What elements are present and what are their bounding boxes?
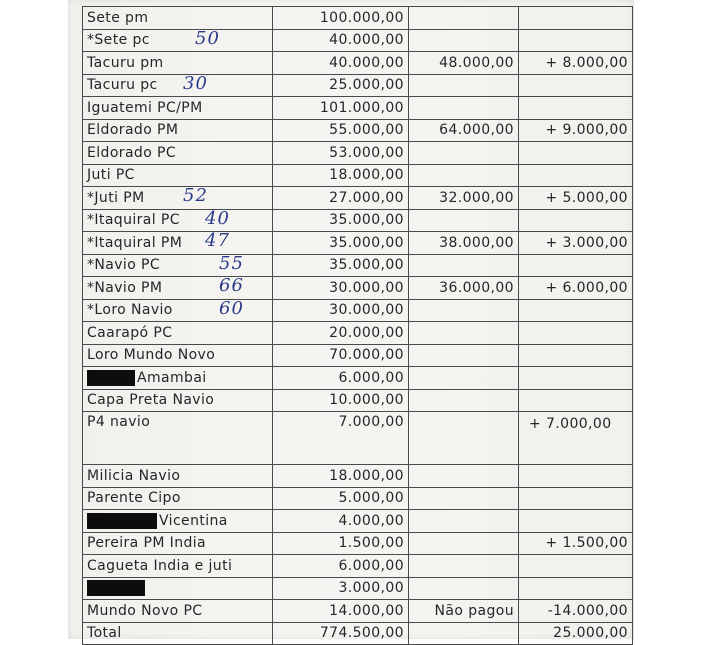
row-name: *Juti PM <box>87 189 145 206</box>
row-paid: 36.000,00 <box>409 277 519 300</box>
row-name-cell <box>83 510 273 533</box>
row-value: 55.000,00 <box>273 119 409 142</box>
row-value: 20.000,00 <box>273 322 409 345</box>
redaction-block <box>87 513 157 529</box>
row-difference: + 7.000,00 <box>519 412 633 465</box>
row-difference: + 5.000,00 <box>519 187 633 210</box>
row-name: Capa Preta Navio <box>87 392 215 409</box>
row-difference <box>519 97 633 120</box>
table-row <box>83 7 633 30</box>
row-difference: + 8.000,00 <box>519 52 633 75</box>
row-name-cell <box>83 119 273 142</box>
row-name: Mundo Novo PC <box>87 602 203 619</box>
row-difference <box>519 7 633 30</box>
row-value: 70.000,00 <box>273 344 409 367</box>
row-paid <box>409 7 519 30</box>
row-name-cell <box>83 412 273 465</box>
table-row <box>83 389 633 412</box>
row-value: 40.000,00 <box>273 29 409 52</box>
row-name-cell <box>83 322 273 345</box>
row-difference: -14.000,00 <box>519 600 633 623</box>
row-value: 53.000,00 <box>273 142 409 165</box>
row-difference <box>519 510 633 533</box>
table-row <box>83 29 633 52</box>
row-value: 30.000,00 <box>273 299 409 322</box>
row-difference <box>519 465 633 488</box>
row-difference: + 6.000,00 <box>519 277 633 300</box>
table-row <box>83 622 633 645</box>
row-difference <box>519 389 633 412</box>
row-name: Pereira PM India <box>87 535 207 552</box>
table-row <box>83 412 633 465</box>
row-paid <box>409 29 519 52</box>
row-difference: + 9.000,00 <box>519 119 633 142</box>
row-difference: + 1.500,00 <box>519 532 633 555</box>
row-name-cell <box>83 164 273 187</box>
row-name-cell <box>83 299 273 322</box>
table-row <box>83 555 633 578</box>
row-name: Total <box>87 625 122 642</box>
row-name-cell <box>83 7 273 30</box>
table-row <box>83 164 633 187</box>
row-name: *Loro Navio <box>87 302 173 319</box>
row-name-cell <box>83 555 273 578</box>
row-name-cell <box>83 277 273 300</box>
row-paid: 48.000,00 <box>409 52 519 75</box>
table-row <box>83 142 633 165</box>
ledger-body <box>83 7 633 645</box>
row-paid <box>409 532 519 555</box>
row-name: Sete pm <box>87 9 149 26</box>
row-value: 1.500,00 <box>273 532 409 555</box>
row-difference <box>519 487 633 510</box>
row-value: 35.000,00 <box>273 209 409 232</box>
table-row <box>83 367 633 390</box>
row-value: 35.000,00 <box>273 254 409 277</box>
row-name-cell <box>83 74 273 97</box>
row-difference <box>519 74 633 97</box>
row-difference <box>519 209 633 232</box>
row-paid: 32.000,00 <box>409 187 519 210</box>
table-row <box>83 577 633 600</box>
row-value: 30.000,00 <box>273 277 409 300</box>
row-paid <box>409 487 519 510</box>
redaction-block <box>87 370 135 386</box>
row-paid <box>409 74 519 97</box>
row-difference <box>519 344 633 367</box>
row-paid <box>409 209 519 232</box>
row-name: Juti PC <box>87 167 135 184</box>
row-name-cell <box>83 344 273 367</box>
row-name: Amambai <box>137 369 207 386</box>
row-name-cell <box>83 600 273 623</box>
table-row <box>83 299 633 322</box>
row-name-cell <box>83 254 273 277</box>
row-value: 27.000,00 <box>273 187 409 210</box>
row-paid: 38.000,00 <box>409 232 519 255</box>
table-row <box>83 465 633 488</box>
row-paid <box>409 322 519 345</box>
table-row <box>83 52 633 75</box>
row-name-cell <box>83 97 273 120</box>
row-value: 100.000,00 <box>273 7 409 30</box>
row-name: Vicentina <box>159 512 228 529</box>
handwritten-number: 52 <box>183 185 208 206</box>
handwritten-number: 40 <box>205 207 230 229</box>
row-name: P4 navio <box>87 414 151 430</box>
row-value: 101.000,00 <box>273 97 409 120</box>
table-row <box>83 532 633 555</box>
row-difference <box>519 577 633 600</box>
row-name: *Itaquiral PC <box>87 212 180 229</box>
row-name-cell <box>83 187 273 210</box>
row-difference: 25.000,00 <box>519 622 633 645</box>
handwritten-number: 50 <box>195 27 220 49</box>
row-value: 6.000,00 <box>273 555 409 578</box>
table-row <box>83 97 633 120</box>
row-paid <box>409 367 519 390</box>
row-value: 40.000,00 <box>273 52 409 75</box>
row-difference <box>519 29 633 52</box>
row-value: 18.000,00 <box>273 164 409 187</box>
row-name: *Navio PM <box>87 279 163 296</box>
row-name: Eldorado PM <box>87 122 179 139</box>
row-paid: 64.000,00 <box>409 119 519 142</box>
row-paid <box>409 622 519 645</box>
row-difference <box>519 299 633 322</box>
row-name: Tacuru pc <box>87 77 158 94</box>
table-row <box>83 322 633 345</box>
row-name-cell <box>83 29 273 52</box>
row-paid <box>409 510 519 533</box>
table-row <box>83 74 633 97</box>
row-name-cell <box>83 367 273 390</box>
row-value: 25.000,00 <box>273 74 409 97</box>
handwritten-number: 66 <box>219 275 244 296</box>
table-row <box>83 344 633 367</box>
table-row <box>83 487 633 510</box>
row-name-cell <box>83 142 273 165</box>
table-row <box>83 254 633 277</box>
row-name: *Itaquiral PM <box>87 234 183 251</box>
row-value: 5.000,00 <box>273 487 409 510</box>
row-difference <box>519 254 633 277</box>
row-difference <box>519 367 633 390</box>
row-name-cell <box>83 232 273 255</box>
row-name: *Navio PC <box>87 257 161 274</box>
handwritten-number: 30 <box>183 72 208 94</box>
row-paid <box>409 299 519 322</box>
table-row <box>83 277 633 300</box>
row-name-cell <box>83 465 273 488</box>
ledger-table <box>82 6 633 645</box>
row-name-cell <box>83 389 273 412</box>
row-name-cell <box>83 487 273 510</box>
row-paid <box>409 97 519 120</box>
row-paid <box>409 577 519 600</box>
row-name-cell <box>83 622 273 645</box>
row-name-cell <box>83 209 273 232</box>
row-name-cell <box>83 52 273 75</box>
row-paid <box>409 254 519 277</box>
row-name: Eldorado PC <box>87 144 177 161</box>
row-paid <box>409 142 519 165</box>
handwritten-number: 55 <box>219 252 244 274</box>
table-row <box>83 510 633 533</box>
row-value: 774.500,00 <box>273 622 409 645</box>
row-value: 3.000,00 <box>273 577 409 600</box>
row-paid <box>409 412 519 465</box>
row-name: Parente Cipo <box>87 490 181 507</box>
row-name-cell <box>83 577 273 600</box>
row-difference <box>519 164 633 187</box>
row-paid <box>409 164 519 187</box>
row-value: 7.000,00 <box>273 412 409 465</box>
handwritten-number: 47 <box>205 230 230 251</box>
row-value: 6.000,00 <box>273 367 409 390</box>
row-value: 4.000,00 <box>273 510 409 533</box>
row-name-cell <box>83 532 273 555</box>
table-row <box>83 119 633 142</box>
row-paid <box>409 389 519 412</box>
table-row <box>83 232 633 255</box>
redaction-block <box>87 580 145 596</box>
row-difference <box>519 322 633 345</box>
row-name: Cagueta India e juti <box>87 557 233 574</box>
row-name: *Sete pc <box>87 32 150 49</box>
row-paid <box>409 555 519 578</box>
row-difference <box>519 142 633 165</box>
table-row <box>83 209 633 232</box>
row-name: Loro Mundo Novo <box>87 347 216 364</box>
row-paid <box>409 344 519 367</box>
row-difference <box>519 555 633 578</box>
row-value: 18.000,00 <box>273 465 409 488</box>
row-value: 10.000,00 <box>273 389 409 412</box>
row-name: Iguatemi PC/PM <box>87 99 203 116</box>
row-name: Tacuru pm <box>87 54 164 71</box>
row-value: 14.000,00 <box>273 600 409 623</box>
row-name: Milicia Navio <box>87 467 181 484</box>
row-value: 35.000,00 <box>273 232 409 255</box>
table-row <box>83 187 633 210</box>
row-paid: Não pagou <box>409 600 519 623</box>
handwritten-number: 60 <box>219 297 244 319</box>
row-paid <box>409 465 519 488</box>
row-name: Caarapó PC <box>87 324 173 341</box>
row-difference: + 3.000,00 <box>519 232 633 255</box>
table-row <box>83 600 633 623</box>
